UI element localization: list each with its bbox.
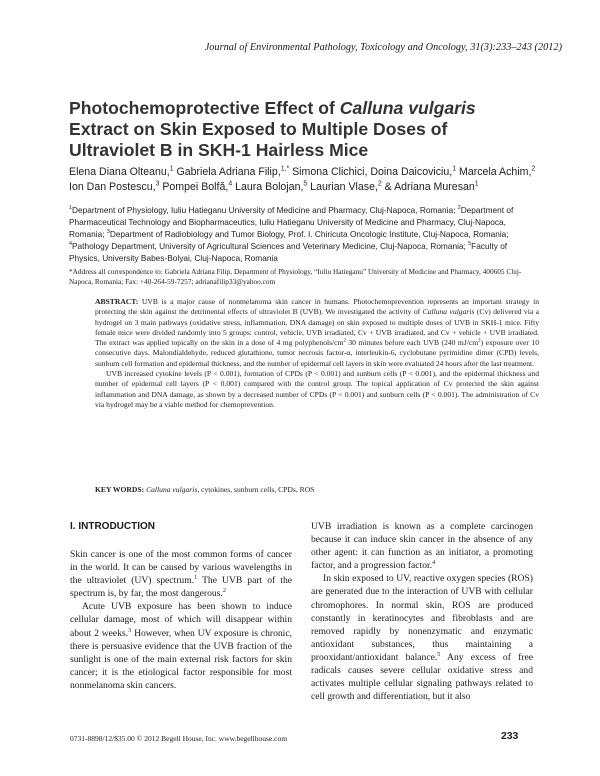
author-affiliation-mark: 2 (531, 165, 536, 173)
citation-mark: 4 (432, 559, 436, 567)
keywords (95, 485, 539, 495)
abstract-label: ABSTRACT: (95, 297, 139, 306)
title-part-1: Photochemoprotective Effect of (69, 98, 340, 118)
paragraph-text: UVB irradiation is known as a complete carcinogen because it can induce skin cancer in the absence of any other agent: it can function as an initiator, a promoting factor, and a progression factor. (311, 521, 533, 572)
body-column-left (70, 520, 292, 692)
paragraph-text: Acute UVB exposure has been shown to induce cellular damage, most of which will disappear within about 2 weeks. (70, 601, 292, 639)
abstract-superscript: 2 (478, 338, 481, 344)
author: Laura Bolojan, (232, 181, 304, 193)
affiliation-mark: 1 (69, 205, 72, 212)
author: & Adriana Muresan (381, 181, 475, 193)
body-paragraph (70, 548, 292, 600)
affiliation: Pathology Department, University of Agricultural Sciences and Veterinary Medicine, Cluj-Napoca, Romania; (72, 241, 469, 252)
article-title (69, 98, 509, 161)
section-heading: I. INTRODUCTION (70, 521, 155, 532)
citation-mark: 1 (194, 574, 198, 581)
affiliation-mark: 4 (69, 241, 72, 248)
abstract-text: 30 minutes before each UVB (240 mJ/cm (345, 338, 479, 348)
affiliation: Faculty of Physics, University Babes-Bolyai, Cluj-Napoca, Romania (69, 241, 508, 264)
abstract-text: (Cv) delivered via a hydrogel on 3 main pathways (oxidative stress, inflammation, DNA damage) on skin exposed to multiple doses of UVB in SKH-1 mice. Fifty female mice were divided randomly into 5 groups: control, vehicle, UVB irradiated, Cv + UVB irradiated, and Cv + vehicle + UVB irradiated. The extract was applied topically on the skin in a dose of 4 mg polyphenols/cm (95, 307, 540, 348)
paragraph-text: However, when UV exposure is chronic, there is persuasive evidence that the UVB fraction of the sunlight is one of the main external risk factors for skin cancer; it is the etiological factor responsible for most nonmelanoma skin cancers. (70, 627, 292, 691)
citation-mark: 5 (437, 650, 441, 658)
affiliation: Department of Radiobiology and Tumor Biology, Prof. I. Chiricuta Oncologic Institute, Cluj-Napoca, Romania; (109, 229, 509, 240)
author-affiliation-mark: 3 (155, 180, 160, 188)
title-part-2: Extract on Skin Exposed to Multiple Doses of Ultraviolet B in SKH-1 Hairless Mice (69, 119, 448, 160)
affiliation: Department of Physiology, Iuliu Hatieganu University of Medicine and Pharmacy, Cluj-Napoca, Romania; (72, 205, 458, 215)
title-species-name: Calluna vulgaris (339, 98, 476, 118)
affiliation-mark: 3 (106, 229, 110, 236)
affiliation: Department of Pharmaceutical Technology and Biopharmaceutics, Iuliu Hatieganu University of Medicine and Pharmacy, Cluj-Napoca, Romania; (69, 205, 514, 240)
abstract-superscript: 2 (343, 338, 346, 344)
abstract (95, 297, 539, 410)
citation-mark: 3 (128, 626, 132, 634)
author-affiliation-mark: 1,* (280, 165, 290, 173)
author: Laurian Vlase, (307, 181, 378, 193)
abstract-text: ) exposure over 10 consecutive days. Malondialdehyde, reduced glutathione, tumor necrosis factor-α, interleukin-6, cyclobutane pyrimidine dimer (CPD) levels, sunburn cell formation and epidermal thickness, and the number of epidermal cell layers in skin were evaluated 24 hours after the last treatment. (95, 338, 539, 368)
abstract-species-name: Calluna vulgaris (422, 307, 475, 317)
author-affiliation-mark: 1 (452, 165, 457, 173)
page-number: 233 (501, 731, 519, 742)
affiliation-list (69, 204, 539, 264)
paragraph-text: The UVB part of the spectrum is, by far, the most dangerous. (70, 575, 293, 600)
author-affiliation-mark: 1 (169, 165, 174, 173)
keywords-label: KEY WORDS: (95, 485, 145, 494)
body-paragraph (70, 600, 292, 692)
author: Elena Diana Olteanu, (69, 166, 170, 178)
abstract-paragraph (95, 297, 539, 369)
abstract-paragraph: UVB increased cytokine levels (P < 0.001), formation of CPDs (P < 0.001) and sunburn cells (P < 0.001), and the epidermal thickness and number of epidermal cell layers (P < 0.001) compared with the control group. The topical application of Cv protected the skin against inflammation and DNA damage, as shown by a decreased number of CPDs (P < 0.001) and sunburn cells (P < 0.001). The administration of Cv via hydrogel may be a viable method for chemoprevention. (95, 369, 539, 409)
body-paragraph (311, 572, 533, 703)
keywords-text: , cytokines, sunburn cells, CPDs, ROS (197, 485, 315, 494)
author: Gabriela Adriana Filip, (173, 166, 281, 178)
journal-citation: Journal of Environmental Pathology, Toxicology and Oncology, 31(3):233–243 (2012) (204, 42, 562, 53)
affiliations-text (69, 204, 539, 264)
author: Ion Dan Postescu, (69, 181, 156, 193)
body-column-right (311, 520, 533, 703)
keyword-species: Calluna vulgaris (146, 485, 198, 494)
body-paragraph (311, 520, 533, 572)
author: Simona Clichici, Doina Daicoviciu, (289, 166, 453, 178)
paragraph-text: Any excess of free radicals causes severe cellular oxidative stress and activates multiple cellular signaling pathways related to cell growth and differentiation, but it also (311, 651, 534, 703)
author: Marcela Achim, (456, 166, 532, 178)
paragraph-text: Skin cancer is one of the most common forms of cancer in the world. It can be caused by various wavelengths in the ultraviolet (UV) spectrum. (70, 549, 292, 587)
author-affiliation-mark: 1 (474, 180, 479, 188)
correspondence-note: *Address all correspondence to: Gabriela Adriana Filip, Department of Physiology, “Iuliu Hatieganu” University of Medicine and Pharmacy, 400605 Cluj-Napoca, Romania; Fax: +40-264-59-7257; adrianafilip33@yahoo.com (69, 267, 522, 286)
paragraph-text: In skin exposed to UV, reactive oxygen species (ROS) are generated due to the interaction of UVB with cellular chromophores. In normal skin, ROS are produced constantly in keratinocytes and fibroblasts and are removed rapidly by nonenzymatic and enzymatic antioxidant substances, thus maintaining a prooxidant/antioxidant balance. (311, 573, 533, 663)
affiliation-mark: 5 (468, 241, 472, 248)
author-list (69, 165, 539, 195)
author-affiliation-mark: 2 (377, 180, 382, 188)
copyright-footer: 0731-8898/12/$35.00 © 2012 Begell House, Inc. www.begellhouse.com (70, 734, 288, 743)
abstract-text: UVB is a major cause of nonmelanoma skin cancer in humans. Photochemoprevention represents an important strategy in protecting the skin against the detrimental effects of ultraviolet B (UVB). We investigated the activity of (95, 297, 539, 317)
author: Pompei Bolfă, (159, 181, 229, 193)
author-affiliation-mark: 4 (228, 180, 233, 188)
author-affiliation-mark: 5 (303, 180, 308, 188)
citation-mark: 2 (222, 587, 226, 595)
affiliation-mark: 2 (457, 205, 461, 212)
